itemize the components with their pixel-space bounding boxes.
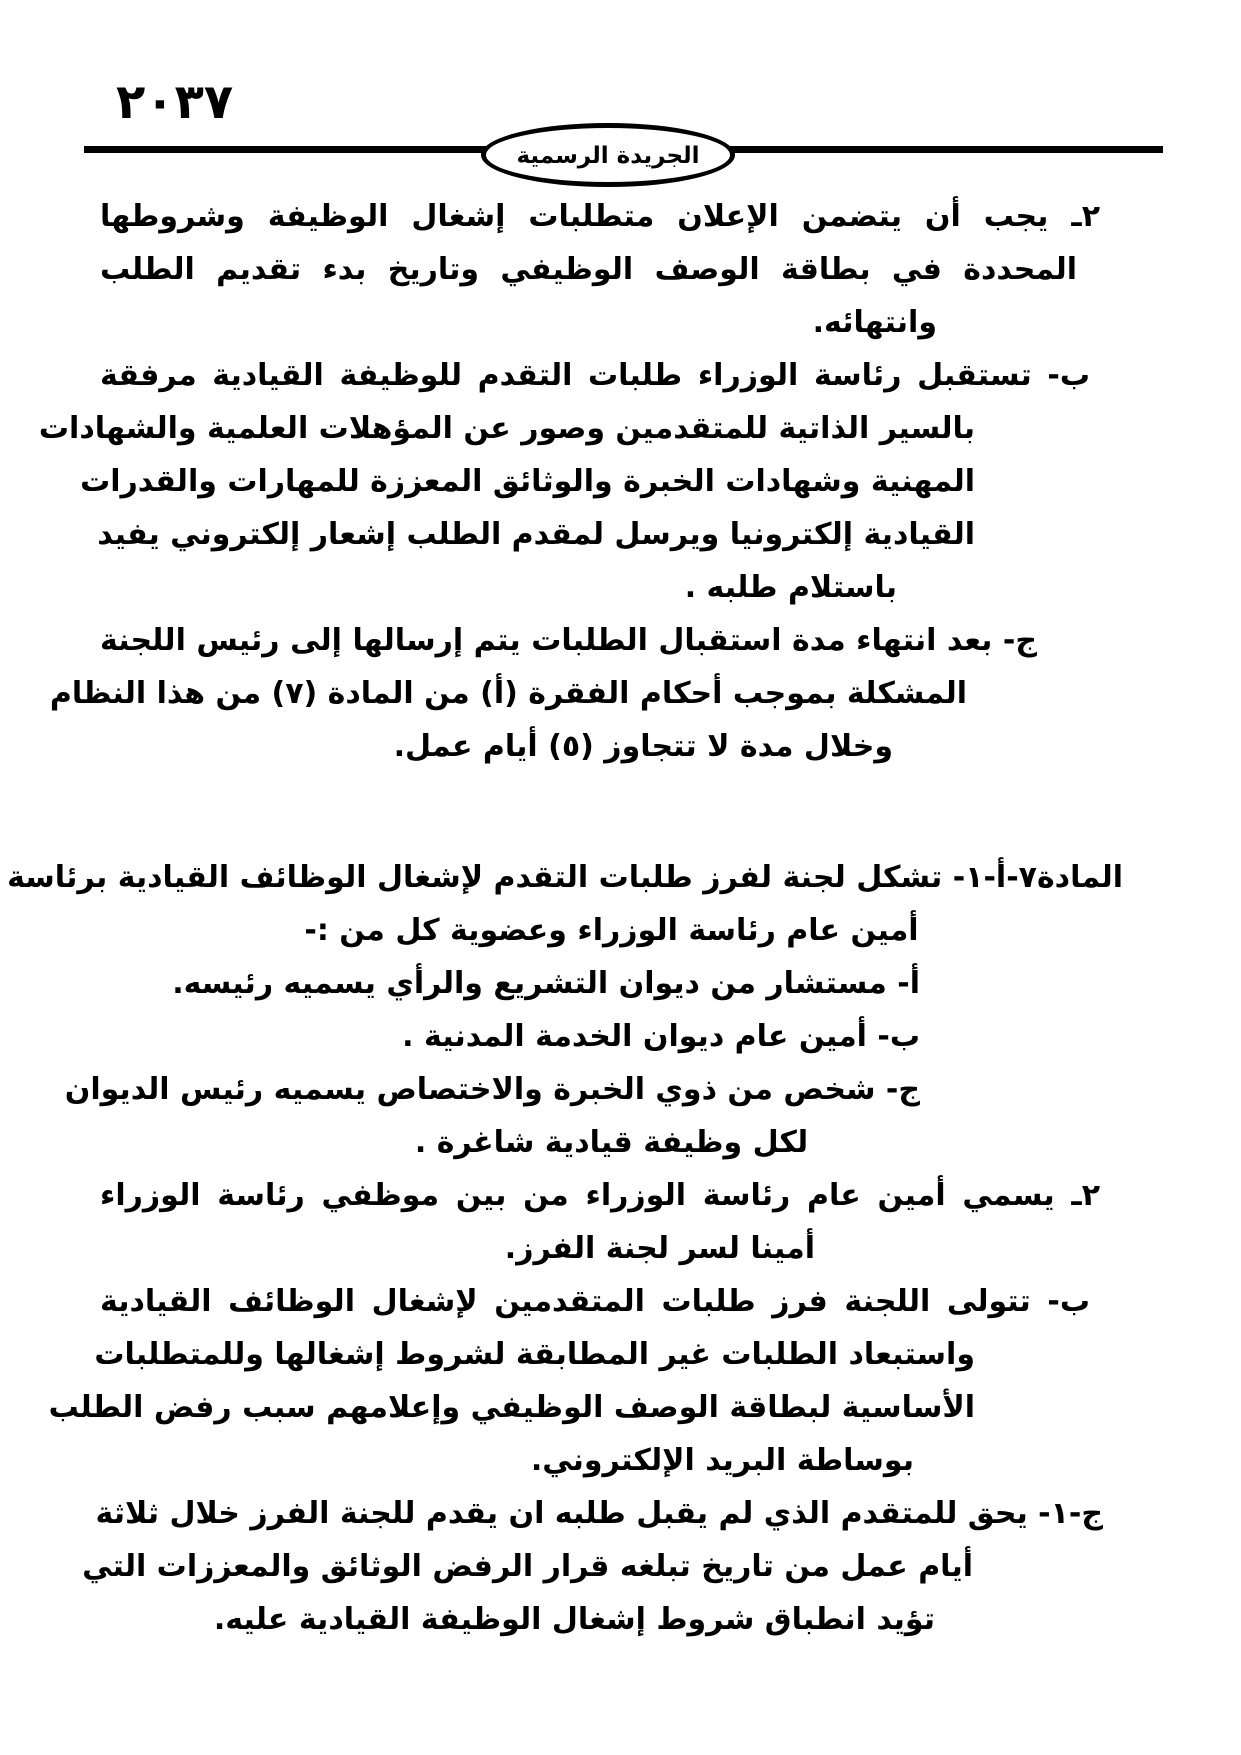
gazette-title: الجريدة الرسمية [516,142,700,169]
text-line: ب- تتولى اللجنة فرز طلبات المتقدمين لإشغال الوظائف القيادية [100,1284,1090,1319]
text-line: لكل وظيفة قيادية شاغرة . [414,1125,809,1160]
text-line: باستلام طلبه . [684,570,897,605]
text-line: تؤيد انطباق شروط إشغال الوظيفة القيادية عليه. [213,1602,935,1637]
text-line: القيادية إلكترونيا ويرسل لمقدم الطلب إشعار إلكتروني يفيد [97,517,975,552]
document-body [7,190,1123,1646]
text-line: أيام عمل من تاريخ تبلغه قرار الرفض الوثائق والمعززات التي [82,1549,973,1584]
text-line: المحددة في بطاقة الوصف الوظيفي وتاريخ بدء تقديم الطلب [100,252,1077,287]
text-line: ج-١- يحق للمتقدم الذي لم يقبل طلبه ان يقدم للجنة الفرز خلال ثلاثة [95,1496,1103,1531]
text-line: أمين عام رئاسة الوزراء وعضوية كل من :- [304,913,919,948]
text-line: وخلال مدة لا تتجاوز (٥) أيام عمل. [393,729,893,764]
text-line: بالسير الذاتية للمتقدمين وصور عن المؤهلات العلمية والشهادات [38,411,975,446]
text-line: ب- أمين عام ديوان الخدمة المدنية . [402,1019,920,1054]
text-line: ج- شخص من ذوي الخبرة والاختصاص يسميه رئيس الديوان [64,1072,920,1107]
text-line: أمينا لسر لجنة الفرز. [504,1231,815,1266]
text-line: ٢ـ يسمي أمين عام رئاسة الوزراء من بين موظفي رئاسة الوزراء [100,1178,1100,1213]
text-line: المادة٧-أ-١- تشكل لجنة لفرز طلبات التقدم لإشغال الوظائف القيادية برئاسة [7,860,1123,895]
text-line: بوساطة البريد الإلكتروني. [530,1443,914,1478]
section-clause-continuation [38,190,1123,773]
gazette-title-badge [481,123,735,187]
text-line: ج- بعد انتهاء مدة استقبال الطلبات يتم إرسالها إلى رئيس اللجنة [100,623,1037,658]
text-line: وانتهائه. [812,305,937,340]
section-article-7 [7,851,1123,1646]
text-line: الأساسية لبطاقة الوصف الوظيفي وإعلامهم سبب رفض الطلب [48,1390,975,1425]
text-line: المشكلة بموجب أحكام الفقرة (أ) من المادة (٧) من هذا النظام [49,676,967,711]
text-line: المهنية وشهادات الخبرة والوثائق المعززة للمهارات والقدرات [80,464,975,499]
text-line: ب- تستقبل رئاسة الوزراء طلبات التقدم للوظيفة القيادية مرفقة [100,358,1090,393]
page-number: ٢٠٣٧ [116,74,234,130]
text-line: ٢ـ يجب أن يتضمن الإعلان متطلبات إشغال الوظيفة وشروطها [100,199,1100,234]
text-line: واستبعاد الطلبات غير المطابقة لشروط إشغالها وللمتطلبات [94,1337,975,1372]
text-line: أ- مستشار من ديوان التشريع والرأي يسميه رئيسه. [172,966,920,1001]
